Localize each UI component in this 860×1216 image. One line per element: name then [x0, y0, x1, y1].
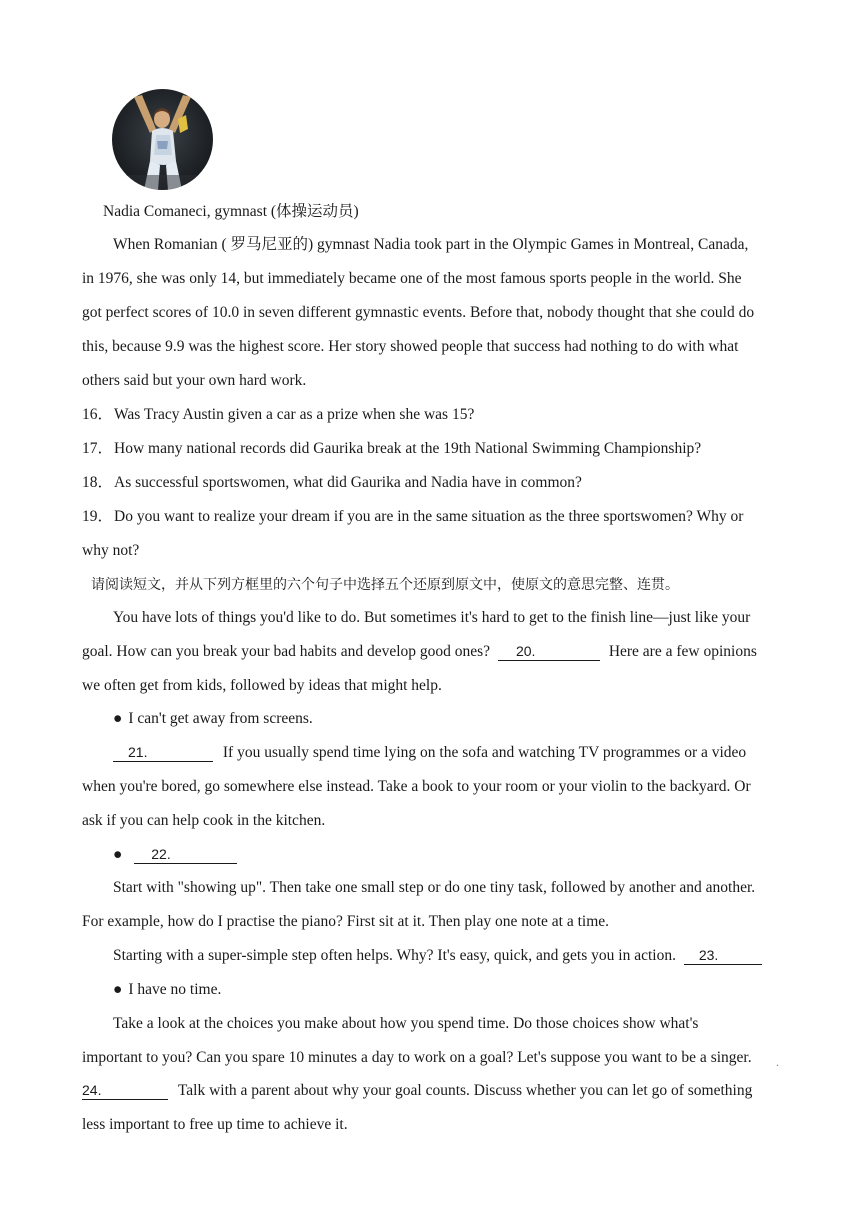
question-text: As successful sportswomen, what did Gaurika and Nadia have in common? [114, 474, 582, 491]
p4-line-1 [82, 945, 813, 967]
p1-line-2-tail: Here are a few opinions [608, 643, 757, 660]
p5-line-3 [82, 1080, 782, 1102]
p2-line-3: ask if you can help cook in the kitchen. [82, 812, 326, 829]
p2-line-1-text: If you usually spend time lying on the sofa and watching TV programmes or a video [222, 744, 747, 761]
p3-line-1: Start with "showing up". Then take one small step or do one tiny task, followed by another and another. [113, 879, 756, 896]
margin-dot: . [776, 1055, 779, 1069]
blank-22[interactable]: 22. [134, 845, 237, 864]
p5-line-2: important to you? Can you spare 10 minutes a day to work on a goal? Let's suppose you want to be a singer. [82, 1049, 752, 1066]
p5-line-4: less important to free up time to achieve it. [82, 1116, 348, 1133]
bullet-icon: ● [113, 846, 123, 863]
p4-line-1-text: Starting with a super-simple step often helps. Why? It's easy, quick, and gets you in action. [113, 947, 676, 964]
bullet-icon: ● [113, 981, 123, 998]
question-number: 18． [82, 474, 114, 491]
instruction: 请阅读短文，并从下列方框里的六个句子中选择五个还原到原文中，使原文的意思完整、连贯。 [91, 577, 679, 593]
question-text: Was Tracy Austin given a car as a prize when she was 15? [114, 406, 475, 423]
intro-line-1: When Romanian ( 罗马尼亚的) gymnast Nadia took part in the Olympic Games in Montreal, Canada, [113, 236, 749, 253]
intro-line-4: this, because 9.9 was the highest score. Her story showed people that success had nothing to do with what [82, 338, 739, 355]
question-16 [82, 404, 782, 426]
intro-line-5: others said but your own hard work. [82, 372, 307, 389]
blank-23[interactable]: 23. [684, 946, 762, 965]
bullet-text: I have no time. [128, 981, 222, 998]
question-19-continued: why not? [82, 542, 140, 559]
p3-line-2: For example, how do I practise the piano? First sit at it. Then play one note at a time. [82, 913, 610, 930]
p5-line-1: Take a look at the choices you make about how you spend time. Do those choices show what's [113, 1015, 699, 1032]
question-text: Do you want to realize your dream if you are in the same situation as the three sportswomen? Why or [114, 508, 744, 525]
blank-21[interactable]: 21. [113, 743, 213, 762]
p2-line-2: when you're bored, go somewhere else instead. Take a book to your room or your violin to the backyard. Or [82, 778, 751, 795]
question-number: 16． [82, 406, 114, 423]
bullet-text: I can't get away from screens. [128, 710, 313, 727]
p1-line-3: we often get from kids, followed by ideas that might help. [82, 677, 442, 694]
bullet-22 [82, 844, 813, 866]
p1-line-2 [82, 641, 782, 663]
p1-line-1: You have lots of things you'd like to do. But sometimes it's hard to get to the finish line—just like your [113, 609, 751, 626]
p2-line-1 [82, 742, 813, 764]
question-19 [82, 506, 782, 528]
question-17 [82, 438, 782, 460]
p1-line-2-text: goal. How can you break your bad habits and develop good ones? [82, 643, 491, 660]
gymnast-photo [112, 89, 213, 190]
bullet-no-time [82, 979, 813, 1001]
blank-24[interactable]: 24. [82, 1081, 168, 1100]
question-text: How many national records did Gaurika break at the 19th National Swimming Championship? [114, 440, 702, 457]
question-number: 17． [82, 440, 114, 457]
bullet-screens [82, 708, 813, 730]
question-number: 19． [82, 508, 114, 525]
question-18 [82, 472, 782, 494]
intro-line-2: in 1976, she was only 14, but immediately became one of the most famous sports people in the world. She [82, 270, 742, 287]
intro-line-3: got perfect scores of 10.0 in seven different gymnastic events. Before that, nobody thought that she could do [82, 304, 755, 321]
p5-line-3-text: Talk with a parent about why your goal counts. Discuss whether you can let go of something [177, 1082, 753, 1099]
photo-caption: Nadia Comaneci, gymnast (体操运动员) [103, 203, 359, 220]
bullet-icon: ● [113, 710, 123, 727]
blank-20[interactable]: 20. [498, 642, 600, 661]
